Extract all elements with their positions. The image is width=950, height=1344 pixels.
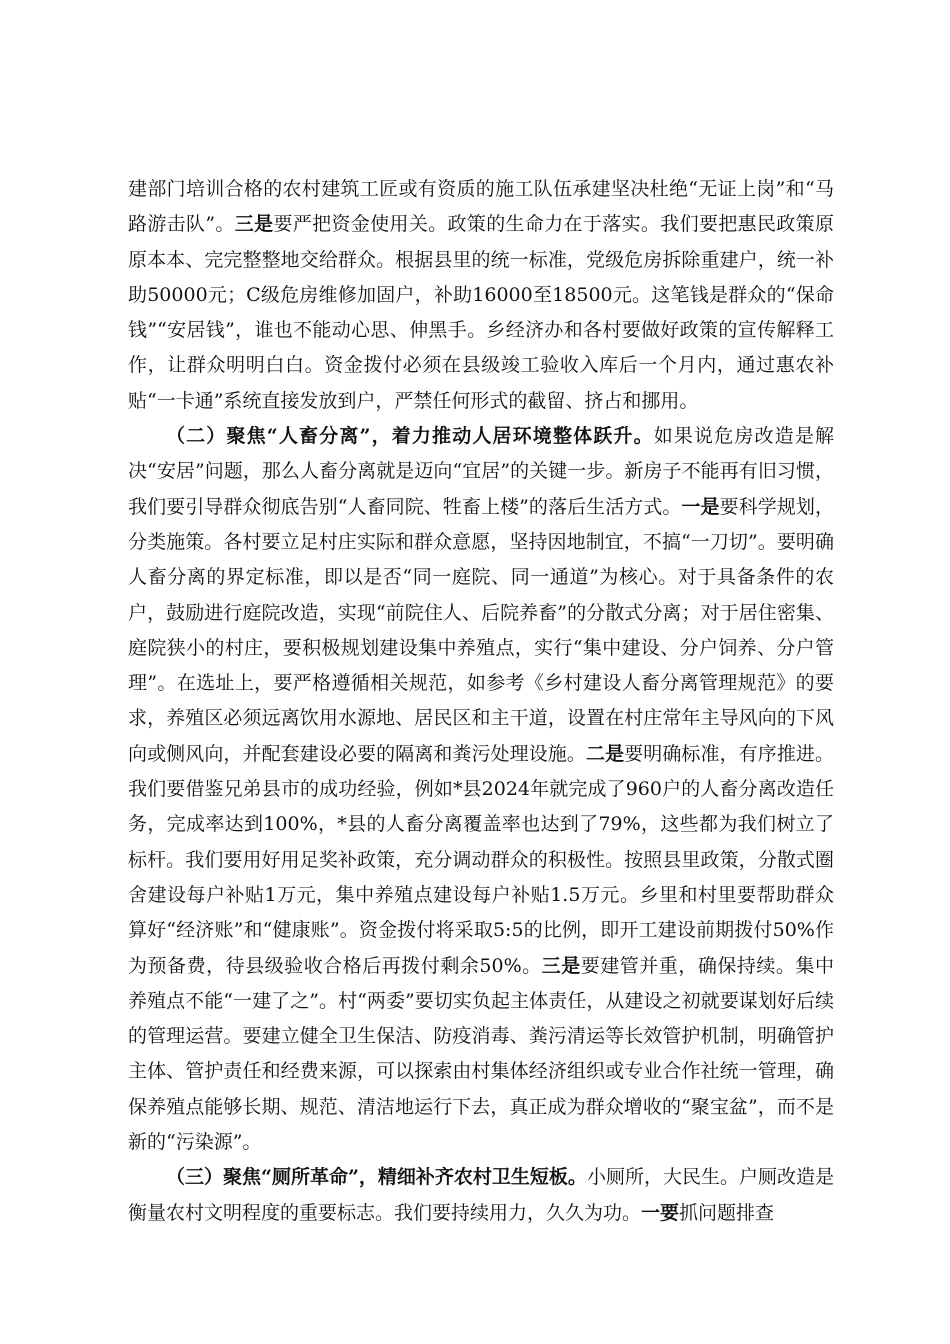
document-body [128, 172, 834, 1231]
paragraph-text: 要建管并重，确保持续。集中养殖点不能“一建了之”。村“两委”要切实负起主体责任，从建设之初就要谋划好后续的管理运营。要建立健全卫生保洁、防疫消毒、粪污清运等长效管护机制，明确管护主体、管护责任和经费来源，可以探索由村集体经济组织或专业合作社统一管理，确保养殖点能够长期、规范、清洁地运行下去，真正成为群众增收的“聚宝盆”，而不是新的“污染源”。 [128, 954, 834, 1154]
paragraph-text: 要科学规划，分类施策。各村要立足村庄实际和群众意愿，坚持因地制宜，不搞“一刀切”。要明确人畜分离的界定标准，即以是否“同一庭院、同一通道”为核心。对于具备条件的农户，鼓励进行庭院改造，实现“前院住人、后院养畜”的分散式分离；对于居住密集、庭院狭小的村庄，要积极规划建设集中养殖点，实行“集中建设、分户饲养、分户管理”。在选址上，要严格遵循相关规范，如参考《乡村建设人畜分离管理规范》的要求，养殖区必须远离饮用水源地、居民区和主干道，设置在村庄常年主导风向的下风向或侧风向，并配套建设必要的隔离和粪污处理设施。 [128, 495, 834, 765]
paragraph-text: 小厕所，大民生。户厕改造是衡量农村文明程度的重要标志。我们要持续用力，久久为功。 [128, 1166, 834, 1224]
paragraph-text: 如果说危房改造是解决“安居”问题，那么人畜分离就是迈向“宜居”的关键一步。新房子不能再有旧习惯，我们要引导群众彻底告别“人畜同院、牲畜上楼”的落后生活方式。 [128, 425, 834, 518]
paragraph-text: 要严把资金使用关。政策的生命力在于落实。我们要把惠民政策原原本本、完完整整地交给群众。根据县里的统一标准，党级危房拆除重建户，统一补助50000元；C级危房维修加固户，补助16000至18500元。这笔钱是群众的“保命钱”“安居钱”，谁也不能动心思、伸黑手。乡经济办和各村要做好政策的宣传解释工作，让群众明明白白。资金拨付必须在县级竣工验收入库后一个月内，通过惠农补贴“一卡通”系统直接发放到户，严禁任何形式的截留、挤占和挪用。 [128, 213, 834, 412]
section-heading-2: （二）聚焦“人畜分离”，着力推动人居环境整体跃升。 [166, 425, 654, 448]
paragraph-livestock-separation [128, 419, 834, 1160]
emphasis-second-point: 二是 [585, 742, 625, 765]
paragraph-text: 建部门培训合格的农村建筑工匠或有资质的施工队伍承建坚决杜绝“无证上岗”和“马路游击队”。 [128, 178, 834, 236]
emphasis-first-point: 一要 [641, 1201, 680, 1224]
section-heading-3: （三）聚焦“厕所革命”，精细补齐农村卫生短板。 [166, 1166, 587, 1189]
paragraph-toilet-revolution [128, 1160, 834, 1231]
emphasis-third-point: 三是 [234, 213, 274, 236]
emphasis-third-point: 三是 [541, 954, 581, 977]
emphasis-first-point: 一是 [681, 495, 720, 518]
paragraph-text: 要明确标准，有序推进。我们要借鉴兄弟县市的成功经验，例如*县2024年就完成了960户的人畜分离改造任务，完成率达到100%，*县的人畜分离覆盖率也达到了79%，这些都为我们树立了标杆。我们要用好用足奖补政策，充分调动群众的积极性。按照县里政策，分散式圈舍建设每户补贴1万元，集中养殖点建设每户补贴1.5万元。乡里和村里要帮助群众算好“经济账”和“健康账”。资金拨付将采取5:5的比例，即开工建设前期拨付50%作为预备费，待县级验收合格后再拨付剩余50%。 [128, 742, 834, 977]
paragraph-housing-funds [128, 172, 834, 419]
paragraph-text: 抓问题排查 [679, 1201, 775, 1224]
